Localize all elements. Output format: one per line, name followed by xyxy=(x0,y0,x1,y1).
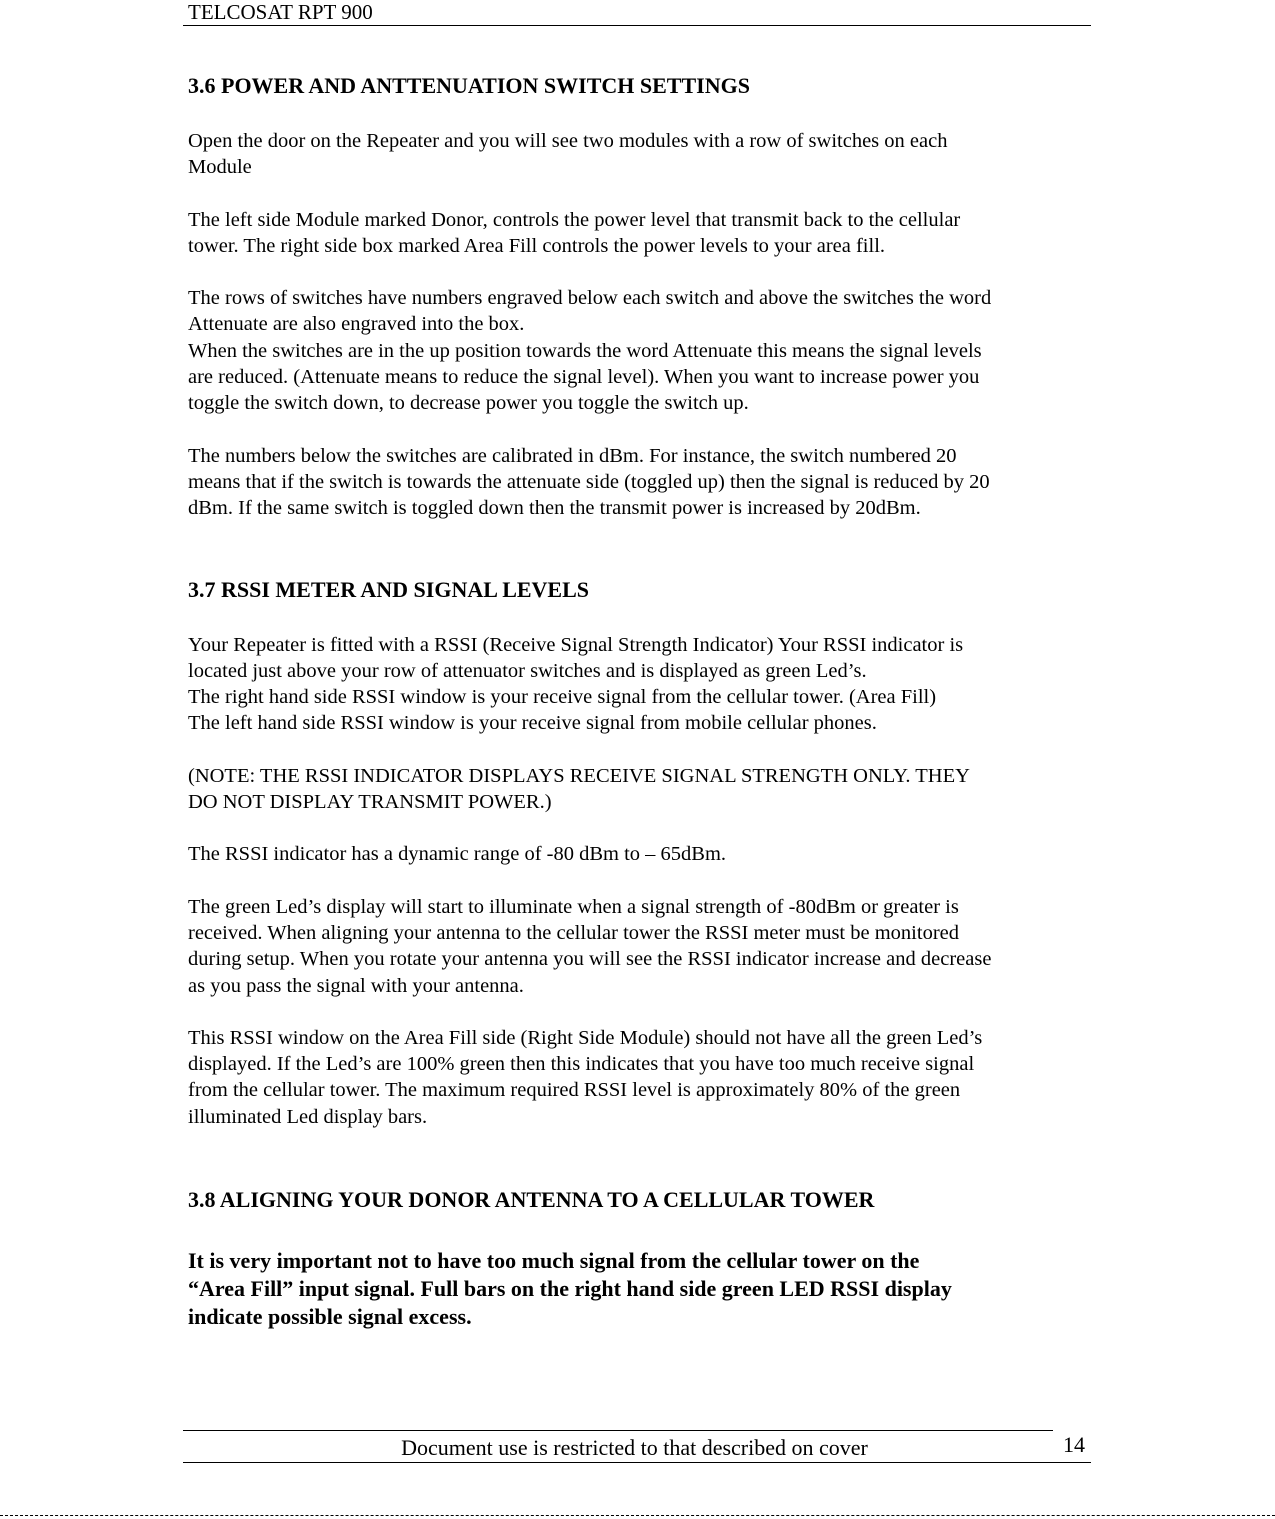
text-line: Your Repeater is fitted with a RSSI (Receive Signal Strength Indicator) Your RSSI indicator is xyxy=(188,633,964,656)
footer-bottom-rule xyxy=(183,1462,1091,1463)
text-line: This RSSI window on the Area Fill side (Right Side Module) should not have all the green Led’s xyxy=(188,1026,983,1049)
text-line: (NOTE: THE RSSI INDICATOR DISPLAYS RECEIVE SIGNAL STRENGTH ONLY. THEY xyxy=(188,764,970,787)
text-line: displayed. If the Led’s are 100% green then this indicates that you have too much receive signal xyxy=(188,1053,975,1076)
text-line: The green Led’s display will start to illuminate when a signal strength of -80dBm or greater is xyxy=(188,895,959,918)
text-line: illuminated Led display bars. xyxy=(188,1105,428,1128)
text-line: toggle the switch down, to decrease power you toggle the switch up. xyxy=(188,392,749,415)
section-3-6-paragraph-1 xyxy=(188,128,1093,181)
text-line: DO NOT DISPLAY TRANSMIT POWER.) xyxy=(188,791,552,814)
text-line: Module xyxy=(188,156,252,179)
text-line: Attenuate are also engraved into the box. xyxy=(188,313,525,336)
footer-top-rule xyxy=(183,1430,1053,1431)
section-3-6-paragraph-2 xyxy=(188,207,1093,260)
section-3-7-heading: 3.7 RSSI METER AND SIGNAL LEVELS xyxy=(188,576,590,602)
section-3-8-heading: 3.8 ALIGNING YOUR DONOR ANTENNA TO A CELLULAR TOWER xyxy=(188,1187,875,1213)
page-number: 14 xyxy=(1063,1432,1085,1457)
section-3-7-paragraph-5 xyxy=(188,1025,1093,1130)
page-content xyxy=(188,60,1093,1331)
text-line: received. When aligning your antenna to the cellular tower the RSSI meter must be monitored xyxy=(188,921,959,944)
text-line: during setup. When you rotate your antenna you will see the RSSI indicator increase and decrease xyxy=(188,948,992,971)
text-line: The left side Module marked Donor, controls the power level that transmit back to the cellular xyxy=(188,208,961,231)
section-3-7-paragraph-3 xyxy=(188,841,1093,867)
text-line: The numbers below the switches are calibrated in dBm. For instance, the switch numbered 20 xyxy=(188,444,957,467)
page-edge-divider xyxy=(0,1515,1275,1516)
text-line: The right hand side RSSI window is your receive signal from the cellular tower. (Area Fill) xyxy=(188,686,937,709)
text-line: as you pass the signal with your antenna. xyxy=(188,974,524,997)
document-header-title: TELCOSAT RPT 900 xyxy=(188,0,373,24)
section-3-7-paragraph-1 xyxy=(188,632,1093,737)
text-line: dBm. If the same switch is toggled down then the transmit power is increased by 20dBm. xyxy=(188,497,921,520)
text-line: indicate possible signal excess. xyxy=(188,1304,472,1330)
text-line: tower. The right side box marked Area Fill controls the power levels to your area fill. xyxy=(188,234,886,257)
text-line: located just above your row of attenuator switches and is displayed as green Led’s. xyxy=(188,659,867,682)
section-3-6-paragraph-3 xyxy=(188,285,1093,416)
text-line: It is very important not to have too much signal from the cellular tower on the xyxy=(188,1248,920,1274)
text-line: The rows of switches have numbers engraved below each switch and above the switches the word xyxy=(188,287,992,310)
text-line: “Area Fill” input signal. Full bars on the right hand side green LED RSSI display xyxy=(188,1276,952,1302)
text-line: means that if the switch is towards the attenuate side (toggled up) then the signal is reduced by 20 xyxy=(188,470,990,493)
text-line: The RSSI indicator has a dynamic range of -80 dBm to – 65dBm. xyxy=(188,843,727,866)
text-line: Open the door on the Repeater and you will see two modules with a row of switches on each xyxy=(188,130,948,152)
section-3-6-paragraph-4 xyxy=(188,443,1093,522)
section-3-8-warning xyxy=(188,1247,1093,1331)
section-3-7-note xyxy=(188,763,1093,816)
section-3-6-heading: 3.6 POWER AND ANTTENUATION SWITCH SETTINGS xyxy=(188,73,750,98)
footer-restriction-notice: Document use is restricted to that described on cover xyxy=(401,1435,868,1460)
text-line: The left hand side RSSI window is your receive signal from mobile cellular phones. xyxy=(188,712,877,735)
text-line: from the cellular tower. The maximum required RSSI level is approximately 80% of the green xyxy=(188,1079,961,1102)
text-line: are reduced. (Attenuate means to reduce the signal level). When you want to increase power you xyxy=(188,366,980,389)
header-rule xyxy=(183,25,1091,26)
section-3-7-paragraph-4 xyxy=(188,894,1093,999)
text-line: When the switches are in the up position towards the word Attenuate this means the signal levels xyxy=(188,339,982,362)
